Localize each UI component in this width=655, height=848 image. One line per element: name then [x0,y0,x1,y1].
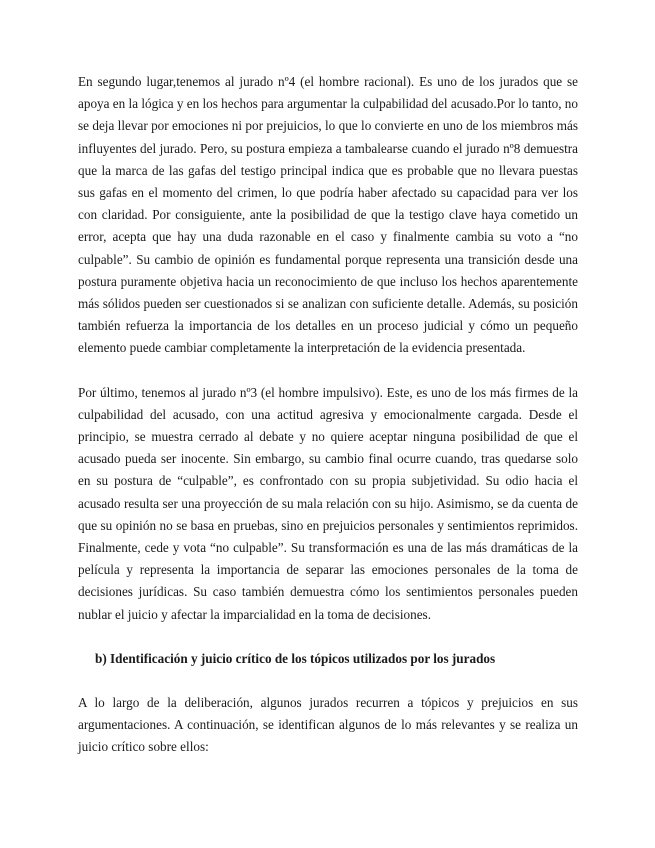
paragraph-juror-4: En segundo lugar,tenemos al jurado nº4 (el hombre racional). Es uno de los jurados que se apoya en la lógica y en los hechos para argumentar la culpabilidad del acusado.Por lo tanto, no se deja llevar por emociones ni por prejuicios, lo que lo convierte en uno de los miembros más influyentes del jurado. Pero, su postura empieza a tambalearse cuando el jurado nº8 demuestra que la marca de las gafas del testigo principal indica que es probable que no llevara puestas sus gafas en el momento del crimen, lo que podría haber afectado su capacidad para ver los con claridad. Por consiguiente, ante la posibilidad de que la testigo clave haya cometido un error, acepta que hay una duda razonable en el caso y finalmente cambia su voto a “no culpable”. Su cambio de opinión es fundamental porque representa una transición desde una postura puramente objetiva hacia un reconocimiento de que incluso los hechos aparentemente más sólidos pueden ser cuestionados si se analizan con suficiente detalle. Además, su posición también refuerza la importancia de los detalles en un proceso judicial y cómo un pequeño elemento puede cambiar completamente la interpretación de la evidencia presentada. [78,74,578,356]
section-heading-b: b) Identificación y juicio crítico de los tópicos utilizados por los jurados [95,650,496,666]
document-page [78,71,578,759]
paragraph-topics-intro: A lo largo de la deliberación, algunos jurados recurren a tópicos y prejuicios en sus argumentaciones. A continuación, se identifican algunos de lo más relevantes y se realiza un juicio crítico sobre ellos: [78,695,578,755]
paragraph-spacer [78,360,578,382]
paragraph-juror-3: Por último, tenemos al jurado nº3 (el hombre impulsivo). Este, es uno de los más firmes de la culpabilidad del acusado, con una actitud agresiva y emocionalmente cargada. Desde el principio, se muestra cerrado al debate y no quiere aceptar ninguna posibilidad de que el acusado pueda ser inocente. Sin embargo, su cambio final ocurre cuando, tras quedarse solo en su postura de “culpable”, es confrontado con su propia subjetividad. Su odio hacia el acusado resulta ser una proyección de su mala relación con su hijo. Asimismo, se da cuenta de que su opinión no se basa en pruebas, sino en prejuicios personales y sentimientos reprimidos. Finalmente, cede y vota “no culpable”. Su transformación es una de las más dramáticas de la película y representa la importancia de separar las emociones personales de la toma de decisiones jurídicas. Su caso también demuestra cómo los sentimientos personales pueden nublar el juicio y afectar la imparcialidad en la toma de decisiones. [78,384,578,622]
paragraph-spacer [78,626,578,648]
paragraph-spacer [78,670,578,692]
